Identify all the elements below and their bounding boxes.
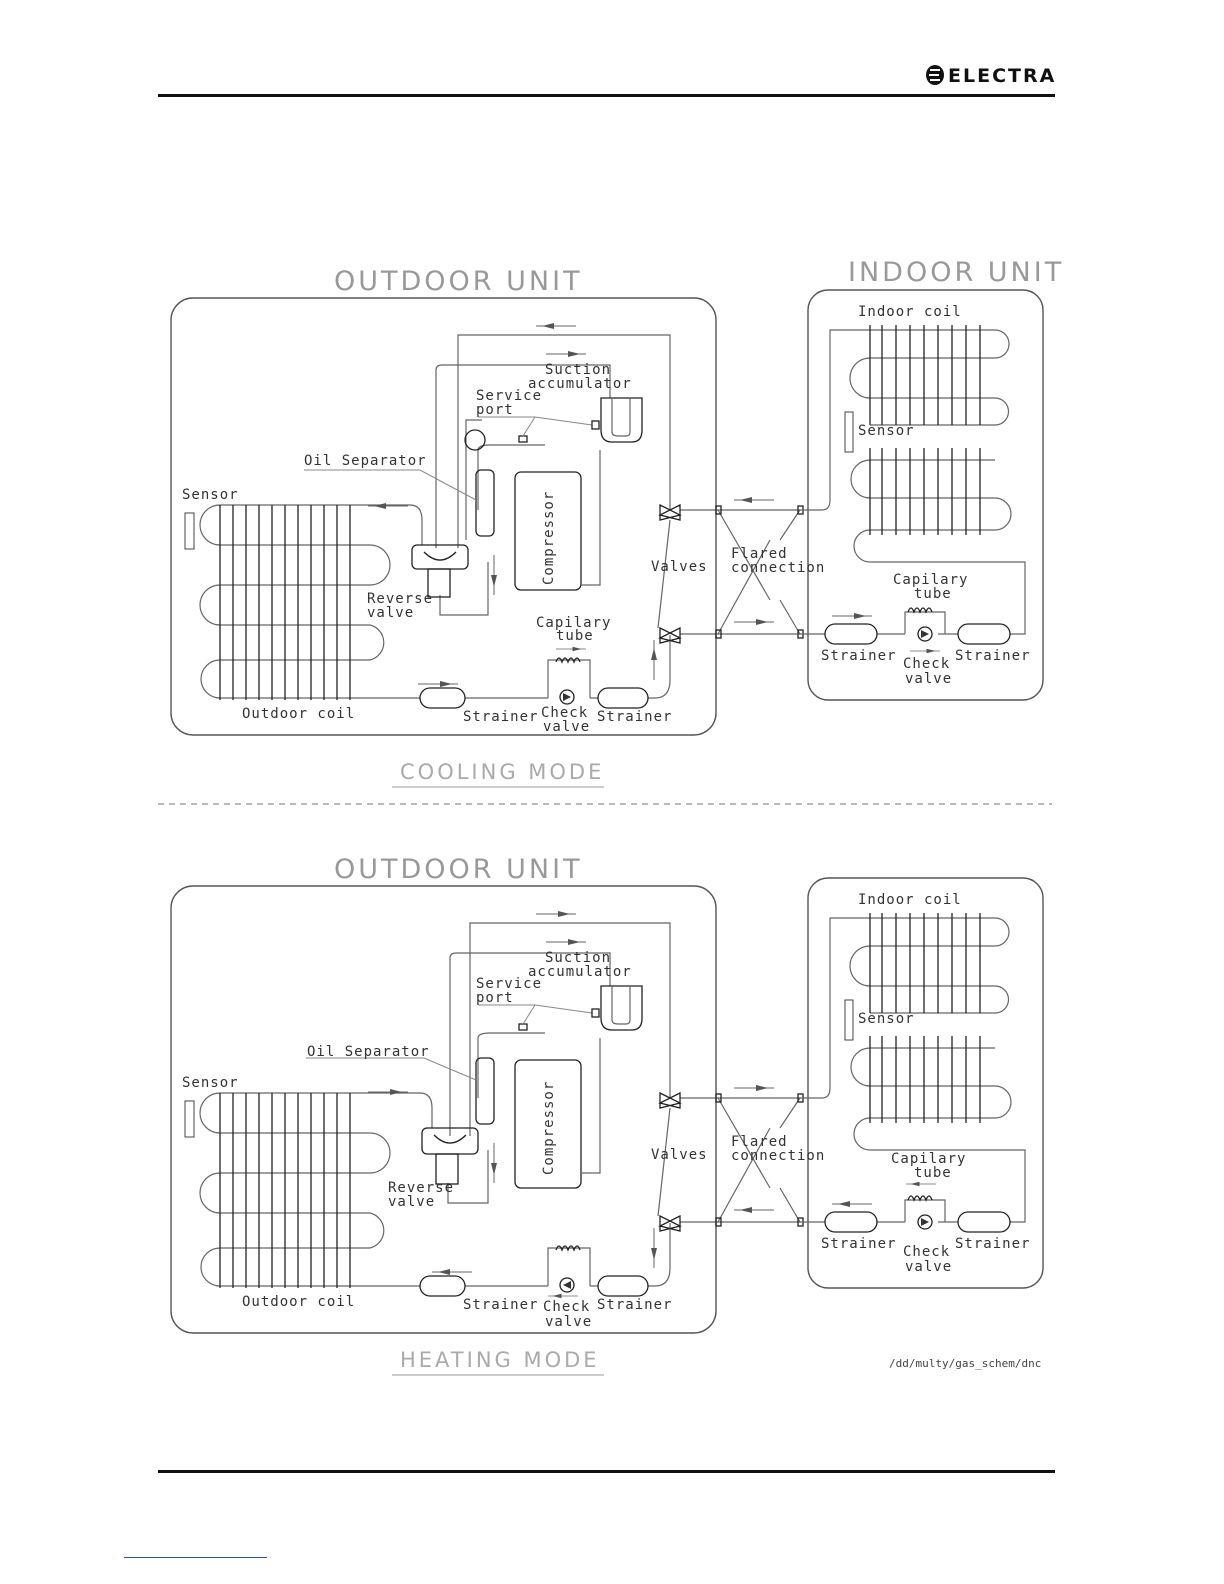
heating-port-label: port <box>476 990 514 1006</box>
cooling-in-tube-label: tube <box>914 586 952 602</box>
heating-indoor-strainer-2 <box>958 1212 1010 1232</box>
heating-suction-label: Suction <box>545 950 612 966</box>
heating-oil-separator-label: Oil Separator <box>307 1044 430 1060</box>
cooling-outdoor-unit-box <box>171 298 716 735</box>
cooling-check-label: Check <box>541 705 589 721</box>
heating-indoor-unit-box <box>808 878 1043 1288</box>
heating-sensor-in-label: Sensor <box>858 1011 915 1027</box>
heating-mode-title: HEATING MODE <box>400 1348 600 1372</box>
cooling-reverse-valve-label: valve <box>367 605 415 621</box>
heating-check-valve-label: valve <box>545 1314 593 1330</box>
heating-valves-label: Valves <box>651 1147 708 1163</box>
cooling-reverse-label: Reverse <box>367 591 434 607</box>
heating-outdoor-unit-title: OUTDOOR UNIT <box>334 854 583 885</box>
cooling-indoor-strainer-1 <box>825 624 877 644</box>
cooling-compressor-label: Compressor <box>541 490 557 585</box>
cooling-port-label: port <box>476 402 514 418</box>
cooling-oil-separator-label: Oil Separator <box>304 453 427 469</box>
cooling-indoor-sensor <box>845 412 853 452</box>
heating-indoor-sensor <box>845 1000 853 1040</box>
heating-in-check-valve-label: valve <box>905 1259 953 1275</box>
heating-reverse-label: Reverse <box>388 1180 455 1196</box>
heating-in-tube-label: tube <box>914 1165 952 1181</box>
cooling-in-capilary-label: Capilary <box>893 572 969 588</box>
heating-strainer-2 <box>598 1276 648 1296</box>
cooling-valves-label: Valves <box>651 559 708 575</box>
heating-indoor-coil <box>800 913 1025 1222</box>
heating-service-label: Service <box>476 976 543 992</box>
cooling-service-label: Service <box>476 388 543 404</box>
cooling-strainer-2 <box>598 688 648 708</box>
cooling-flared-label: Flared <box>731 546 788 562</box>
heating-service-port <box>519 1024 527 1030</box>
heating-outdoor-unit-box <box>171 886 716 1333</box>
cooling-outdoor-coil-label: Outdoor coil <box>242 706 356 722</box>
cooling-check-valve-label: valve <box>543 719 591 735</box>
cooling-flow-arrows <box>368 323 940 687</box>
heating-check-label: Check <box>543 1299 591 1315</box>
heating-outdoor-sensor <box>185 1101 194 1137</box>
cooling-pressure-switch <box>465 430 485 450</box>
cooling-sensor-in-label: Sensor <box>858 423 915 439</box>
cooling-in-strainer-a-label: Strainer <box>821 648 897 664</box>
cooling-outdoor-coil <box>200 505 390 700</box>
cooling-in-strainer-b-label: Strainer <box>955 648 1031 664</box>
cooling-outdoor-sensor <box>185 513 194 549</box>
cooling-indoor-unit-box <box>808 290 1043 700</box>
heating-flared-label: Flared <box>731 1134 788 1150</box>
heating-strainer-1 <box>420 1276 465 1296</box>
heating-sensor-out-label: Sensor <box>182 1075 239 1091</box>
heating-indoor-strainer-1 <box>825 1212 877 1232</box>
heating-reverse-valve-label: valve <box>388 1194 436 1210</box>
cooling-tube-label: tube <box>556 628 594 644</box>
heating-in-strainer-b-label: Strainer <box>955 1236 1031 1252</box>
heating-accumulator-label: accumulator <box>528 964 632 980</box>
heating-strainer-b-label: Strainer <box>597 1297 673 1313</box>
cooling-connection-label: connection <box>731 560 826 576</box>
cooling-indoor-strainer-2 <box>958 624 1010 644</box>
cooling-in-check-label: Check <box>903 656 951 672</box>
heating-in-check-label: Check <box>903 1244 951 1260</box>
cooling-accumulator-label: accumulator <box>528 376 632 392</box>
cooling-service-port <box>519 436 527 442</box>
file-reference: /dd/multy/gas_schem/dnc <box>889 1357 1042 1370</box>
heating-outdoor-coil <box>200 1093 390 1288</box>
cooling-strainer-a-label: Strainer <box>463 709 539 725</box>
cooling-in-check-valve-label: valve <box>905 671 953 687</box>
brand-name: ELECTRA <box>948 65 1056 87</box>
cooling-outdoor-unit-title: OUTDOOR UNIT <box>334 266 583 297</box>
heating-strainer-a-label: Strainer <box>463 1297 539 1313</box>
cooling-oil-separator <box>476 470 494 536</box>
heating-compressor-label: Compressor <box>541 1080 557 1175</box>
cooling-section <box>171 257 1064 787</box>
cooling-strainer-1 <box>420 688 465 708</box>
heating-connection-label: connection <box>731 1148 826 1164</box>
heating-section <box>171 854 1043 1375</box>
cooling-suction-label: Suction <box>545 362 612 378</box>
heating-outdoor-coil-label: Outdoor coil <box>242 1294 356 1310</box>
cooling-mode-title: COOLING MODE <box>400 760 605 784</box>
heating-in-capilary-label: Capilary <box>891 1151 967 1167</box>
cooling-strainer-b-label: Strainer <box>597 709 673 725</box>
heating-indoor-coil-label: Indoor coil <box>858 892 962 908</box>
cooling-reverse-valve <box>412 545 468 569</box>
cooling-indoor-coil-label: Indoor coil <box>858 304 962 320</box>
heating-in-strainer-a-label: Strainer <box>821 1236 897 1252</box>
cooling-sensor-out-label: Sensor <box>182 487 239 503</box>
cooling-capilary-label: Capilary <box>536 615 612 631</box>
heating-oil-separator <box>476 1058 494 1124</box>
cooling-indoor-unit-title: INDOOR UNIT <box>848 257 1065 288</box>
